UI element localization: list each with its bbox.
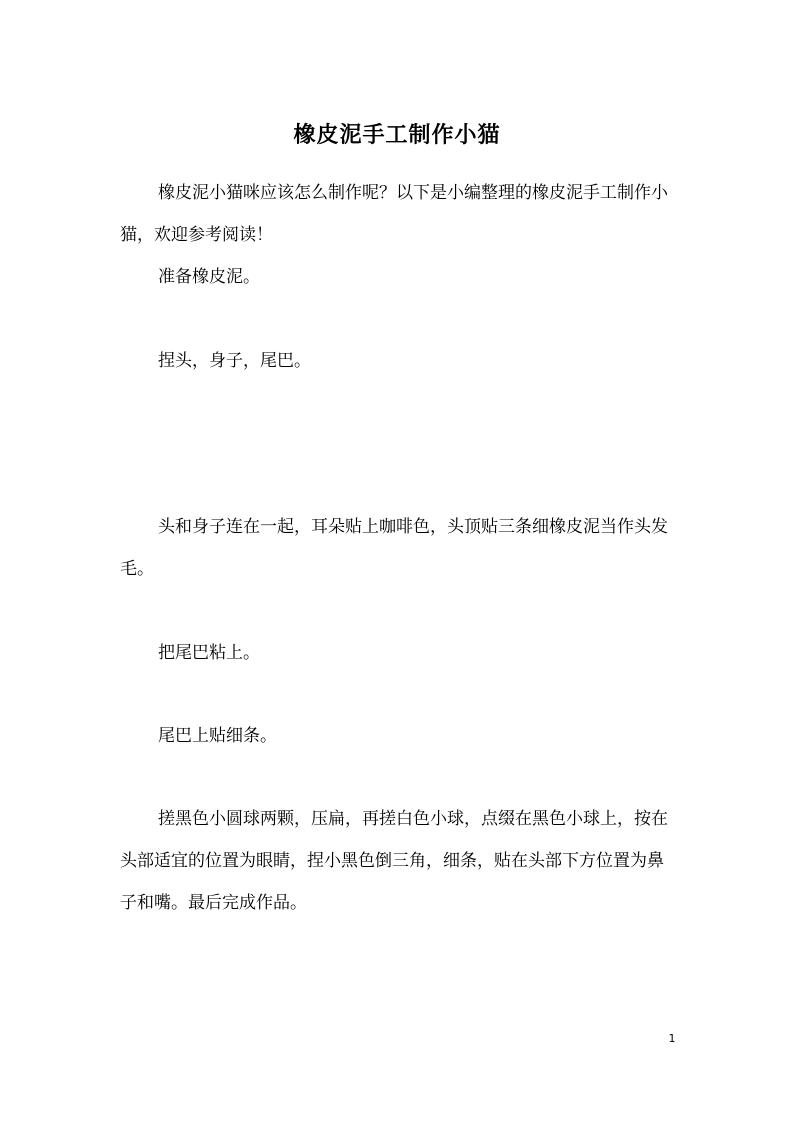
paragraph-step-shape: 捏头，身子，尾巴。 [158, 351, 311, 371]
paragraph-step-tail-stripes: 尾巴上贴细条。 [158, 726, 277, 746]
paragraph-step-face: 搓黑色小圆球两颗，压扁，再搓白色小球，点缀在黑色小球上，按在头部适宜的位置为眼睛，捏小黑色倒三角，细条，贴在头部下方位置为鼻子和嘴。最后完成作品。 [120, 809, 668, 913]
paragraph-intro: 橡皮泥小猫咪应该怎么制作呢？以下是小编整理的橡皮泥手工制作小猫，欢迎参考阅读！ [120, 183, 668, 245]
page-number: 1 [668, 1032, 676, 1045]
paragraph-step-assemble-head: 头和身子连在一起，耳朵贴上咖啡色，头顶贴三条细橡皮泥当作头发毛。 [120, 517, 668, 579]
paragraph-step-prepare: 准备橡皮泥。 [158, 267, 260, 287]
paragraph-step-attach-tail: 把尾巴粘上。 [158, 643, 260, 663]
document-title: 橡皮泥手工制作小猫 [293, 122, 501, 148]
